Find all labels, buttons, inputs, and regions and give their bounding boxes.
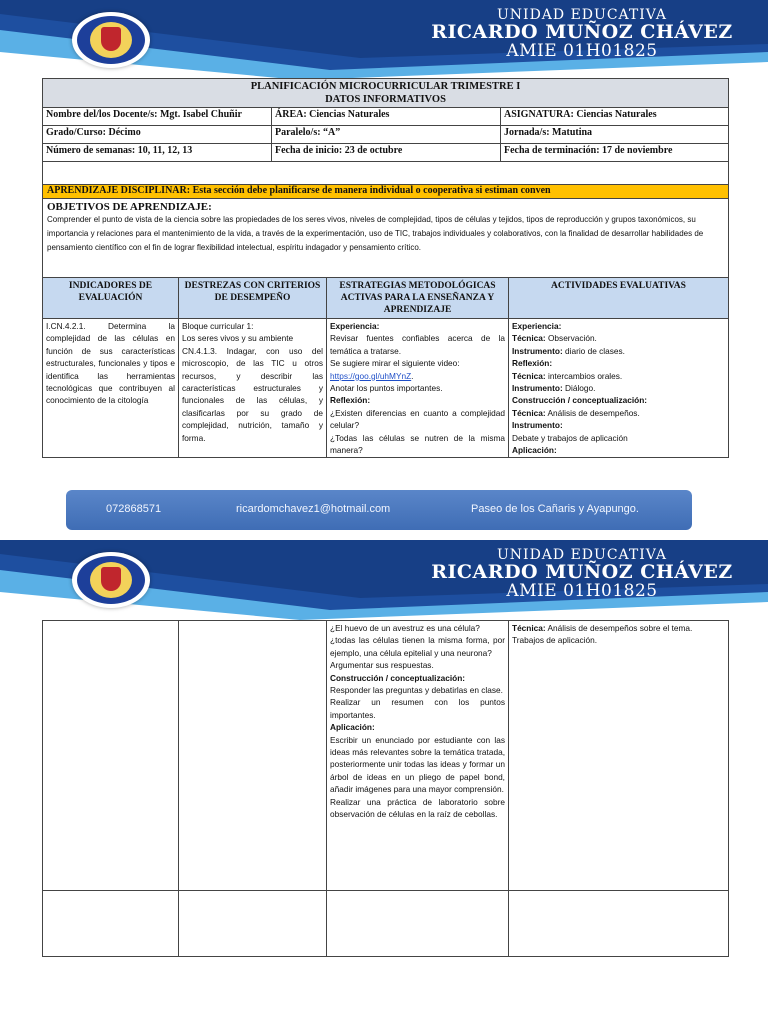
area-cell: ÁREA: Ciencias Naturales xyxy=(272,108,501,126)
data-title: DATOS INFORMATIVOS xyxy=(325,94,446,105)
objectives-cell xyxy=(43,199,729,278)
footer-phone: 072868571 xyxy=(106,503,162,515)
header-indicators: INDICADORES DE EVALUACIÓN xyxy=(43,278,179,319)
info-table xyxy=(42,78,729,278)
technique-value: Análisis de desempeños sobre el tema. xyxy=(545,623,693,633)
school-name xyxy=(422,548,742,600)
reflection-q1: ¿Existen diferencias en cuanto a complejidad celular? xyxy=(330,407,505,431)
header-skills: DESTREZAS CON CRITERIOS DE DESEMPEÑO xyxy=(179,278,327,319)
instrument-label: Instrumento: xyxy=(512,383,563,394)
act-instrument-1 xyxy=(512,345,725,357)
school-line1: UNIDAD EDUCATIVA xyxy=(496,7,668,23)
act-technique-1 xyxy=(512,332,725,344)
footer-address: Paseo de los Cañaris y Ayapungo. xyxy=(471,503,639,515)
activities-cell xyxy=(509,621,729,891)
grade-cell: Grado/Curso: Décimo xyxy=(43,126,272,144)
act-application-label: Aplicación: xyxy=(512,445,557,456)
planning-table xyxy=(42,277,729,458)
school-line1: UNIDAD EDUCATIVA xyxy=(496,547,668,563)
document-page-2 xyxy=(0,540,768,1024)
reflection-q2: ¿Todas las células se nutren de la misma manera? xyxy=(330,432,505,456)
construction-text-2: Realizar un resumen con los puntos importantes. xyxy=(330,697,505,720)
empty-cell xyxy=(327,891,509,957)
empty-cell xyxy=(509,891,729,957)
strategies-cell xyxy=(327,319,509,458)
act-instrument-2 xyxy=(512,382,725,394)
skills-cell-empty xyxy=(179,621,327,891)
contact-footer xyxy=(66,490,692,530)
instrument-value: diario de clases. xyxy=(562,345,625,356)
technique-label: Técnica: xyxy=(512,370,546,381)
construction-label: Construcción / conceptualización: xyxy=(330,672,466,683)
objectives-title: OBJETIVOS DE APRENDIZAJE: xyxy=(47,201,212,213)
act-construction-label: Construcción / conceptualización: xyxy=(512,395,648,406)
video-link[interactable]: https://goo.gl/uhMYnZ xyxy=(330,370,412,381)
construction-text-1: Responder las preguntas y debatirlas en clase. xyxy=(330,685,503,696)
empty-cell xyxy=(43,891,179,957)
teacher-cell: Nombre del/los Docente/s: Mgt. Isabel Chuñir xyxy=(43,108,272,126)
skills-cell xyxy=(179,319,327,458)
act-technique-2 xyxy=(512,370,725,382)
strategies-cell xyxy=(327,621,509,891)
question-1: ¿El huevo de un avestruz es una célula? xyxy=(330,623,480,633)
block-title: Los seres vivos y su ambiente xyxy=(182,333,294,344)
act-instrument-3-label: Instrumento: xyxy=(512,420,563,431)
school-line2: RICARDO MUÑOZ CHÁVEZ xyxy=(431,560,733,583)
indicator-cell xyxy=(43,319,179,458)
technique-label: Técnica: xyxy=(512,407,546,418)
reflection-label: Reflexión: xyxy=(330,395,371,406)
technique-value: Observación. xyxy=(545,333,597,344)
parallel-cell: Paralelo/s: “A” xyxy=(272,126,501,144)
technique-value: intercambios orales. xyxy=(545,370,623,381)
indicator-text: I.CN.4.2.1. Determina la complejidad de las células en función de sus características estructurales, funcionales y tipos e identifica las herramientas tecnológicas que contribuyen al conocimiento de la citología xyxy=(46,321,175,406)
video-line xyxy=(330,370,505,382)
school-name xyxy=(422,8,742,60)
skill-text: CN.4.1.3. Indagar, con uso del microscopio, de las TIC u otros recursos, y describir las características estructurales y funcionales de las células, y clasificarlas por su grado de complejidad, nutrición, tamaño y forma. xyxy=(182,345,323,443)
application-text-2: Realizar una práctica de laboratorio sobre observación de células en la raíz de cebollas. xyxy=(330,796,505,820)
page-header xyxy=(0,540,768,620)
experience-text-2: Se sugiere mirar el siguiente video: xyxy=(330,358,460,369)
experience-text-1: Revisar fuentes confiables acerca de la temática a tratarse. xyxy=(330,333,505,356)
page-header xyxy=(0,0,768,80)
school-amie: AMIE 01H01825 xyxy=(506,40,658,61)
act-experience-label: Experiencia: xyxy=(512,321,562,331)
school-amie: AMIE 01H01825 xyxy=(506,580,658,601)
application-label: Aplicación: xyxy=(330,722,375,733)
disciplinary-learning-banner: APRENDIZAJE DISCIPLINAR: Esta sección debe planificarse de manera individual o cooperativa si estiman conven xyxy=(43,185,729,199)
instrument-label: Instrumento: xyxy=(512,345,563,356)
act-technique-3 xyxy=(512,407,725,419)
link-suffix: . xyxy=(411,370,414,381)
planning-title: PLANIFICACIÓN MICROCURRICULAR TRIMESTRE I xyxy=(250,81,521,92)
header-strategies: ESTRATEGIAS METODOLÓGICAS ACTIVAS PARA LA ENSEÑANZA Y APRENDIZAJE xyxy=(327,278,509,319)
header-activities: ACTIVIDADES EVALUATIVAS xyxy=(509,278,729,319)
footer-email: ricardomchavez1@hotmail.com xyxy=(236,503,391,515)
blank-row xyxy=(43,162,729,185)
technique-value: Análisis de desempeños. xyxy=(545,407,640,418)
weeks-cell: Número de semanas: 10, 11, 12, 13 xyxy=(43,144,272,162)
curricular-block: Bloque curricular 1: xyxy=(182,321,254,331)
empty-cell xyxy=(179,891,327,957)
act-instrument-3: Debate y trabajos de aplicación xyxy=(512,432,628,443)
shift-cell: Jornada/s: Matutina xyxy=(501,126,729,144)
start-date-cell: Fecha de inicio: 23 de octubre xyxy=(272,144,501,162)
argue-text: Argumentar sus respuestas. xyxy=(330,660,434,671)
act-technique xyxy=(512,622,725,634)
question-2: ¿todas las células tienen la misma forma, por ejemplo, una célula epitelial y una neurona? xyxy=(330,635,505,658)
act-application-works: Trabajos de aplicación. xyxy=(512,635,598,646)
act-reflection-label: Reflexión: xyxy=(512,358,553,369)
technique-label: Técnica: xyxy=(512,623,546,633)
instrument-value: Diálogo. xyxy=(562,383,596,394)
objectives-text: Comprender el punto de vista de la ciencia sobre las propiedades de los seres vivos, niveles de complejidad, tipos de células y tejidos, tipos de reproducción y grupos taxonómicos, su importancia y relaciones para el mantenimiento de la vida, a través de la experimentación, uso de TIC, trabajos individuales y colaborativos, con la finalidad de desarrollar habilidades de pensamiento científico con el fin de lograr flexibilidad intelectual, espíritu indagador y pensamiento crítico. xyxy=(47,215,704,252)
application-text-1: Escribir un enunciado por estudiante con las ideas más relevantes sobre la temática tratada, posteriormente unir todas las ideas y formar un árbol de ideas en un pliego de papel bond, añadir imágenes para una mayor comprensión. xyxy=(330,734,505,795)
subject-cell: ASIGNATURA: Ciencias Naturales xyxy=(501,108,729,126)
school-logo xyxy=(72,552,150,608)
info-title xyxy=(43,79,729,108)
school-logo xyxy=(72,12,150,68)
end-date-cell: Fecha de terminación: 17 de noviembre xyxy=(501,144,729,162)
experience-label: Experiencia: xyxy=(330,321,380,331)
indicator-cell-empty xyxy=(43,621,179,891)
experience-text-3: Anotar los puntos importantes. xyxy=(330,383,443,394)
school-line2: RICARDO MUÑOZ CHÁVEZ xyxy=(431,20,733,43)
technique-label: Técnica: xyxy=(512,333,546,344)
planning-table-continued xyxy=(42,620,729,957)
activities-cell xyxy=(509,319,729,458)
